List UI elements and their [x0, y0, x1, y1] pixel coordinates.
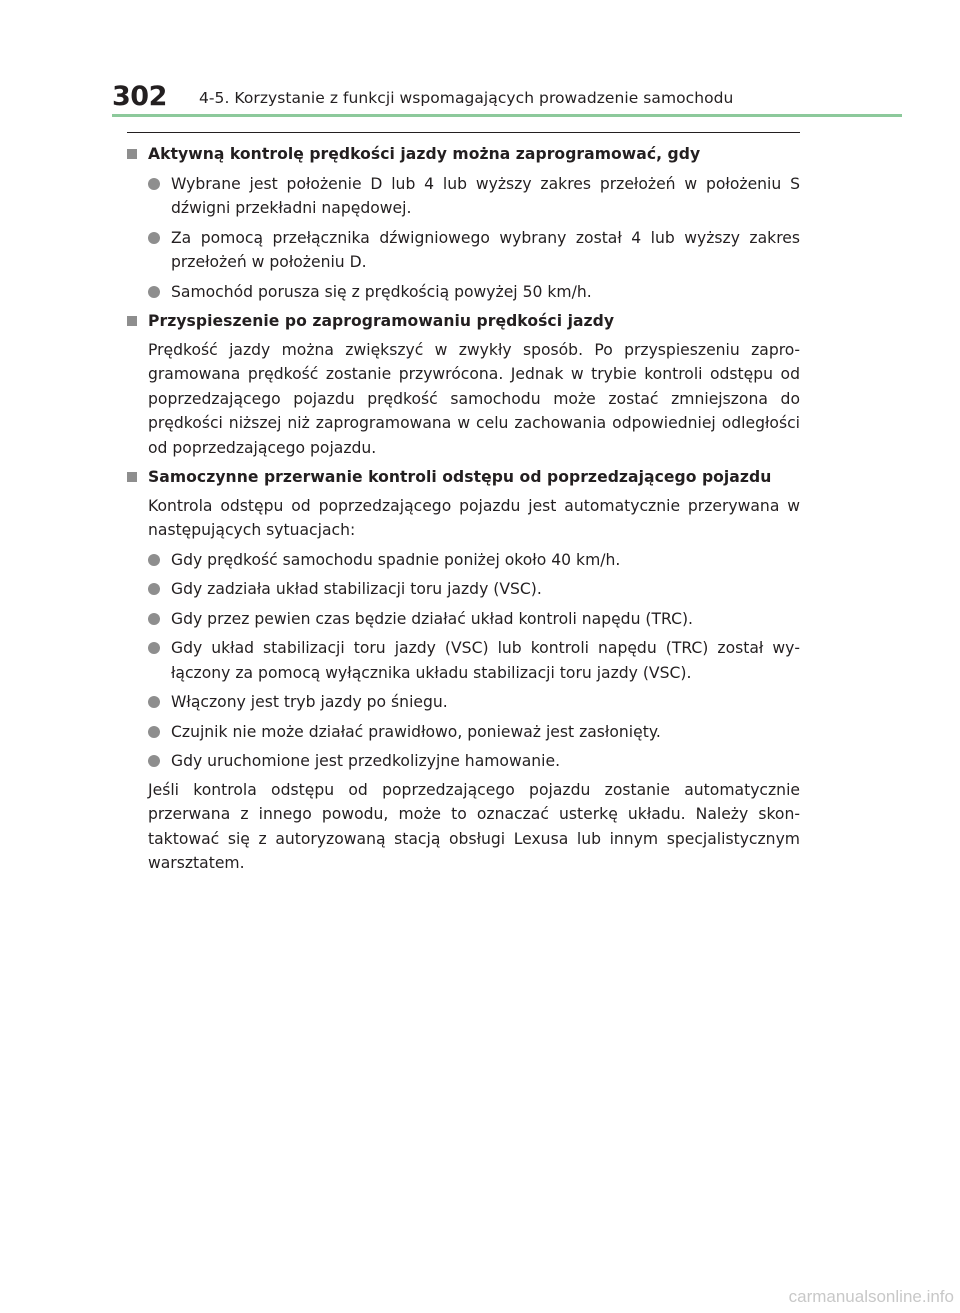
square-bullet-icon [127, 149, 137, 159]
square-bullet-icon [127, 472, 137, 482]
section-heading-text: Aktywną kontrolę prędkości jazdy można zaprogramować, gdy [148, 145, 701, 163]
paragraph: Kontrola odstępu od poprzedzającego pojazdu jest automatycznie przerywana w następujących sytuacjach: [148, 496, 800, 539]
paragraph: Jeśli kontrola odstępu od poprzedzającego pojazdu zostanie automatycznie przerwana z innego powodu, może to oznaczać usterkę układu. Należy skontaktować się z autoryzowaną stacją obsługi Lexusa lub innym specjalistycznym warsztatem. [148, 780, 800, 872]
list-item: Gdy układ stabilizacji toru jazdy (VSC) lub kontroli napędu (TRC) został wyłączony za pomocą wyłącznika układu stabilizacji toru jazdy (VSC). [127, 636, 800, 685]
circle-bullet-icon [148, 286, 160, 298]
section-heading-text: Przyspieszenie po zaprogramowaniu prędkości jazdy [148, 312, 615, 330]
circle-bullet-icon [148, 642, 160, 654]
square-bullet-icon [127, 316, 137, 326]
circle-bullet-icon [148, 232, 160, 244]
header-divider [112, 114, 902, 117]
circle-bullet-icon [148, 696, 160, 708]
list-item: Za pomocą przełącznika dźwigniowego wybrany został 4 lub wyższy zakres przełożeń w położeniu D. [127, 226, 800, 275]
list-item: Czujnik nie może działać prawidłowo, ponieważ jest zasłonięty. [127, 720, 800, 745]
section-heading-text: Samoczynne przerwanie kontroli odstępu od poprzedzającego pojazdu [148, 468, 772, 486]
list-item: Gdy przez pewien czas będzie działać układ kontroli napędu (TRC). [127, 607, 800, 632]
list-item: Gdy zadziała układ stabilizacji toru jazdy (VSC). [127, 577, 800, 602]
list-item: Wybrane jest położenie D lub 4 lub wyższy zakres przełożeń w położeniu S dźwigni przekładni napędowej. [127, 172, 800, 221]
circle-bullet-icon [148, 726, 160, 738]
circle-bullet-icon [148, 755, 160, 767]
list-item: Włączony jest tryb jazdy po śniegu. [127, 690, 800, 715]
circle-bullet-icon [148, 554, 160, 566]
section-heading [127, 142, 800, 167]
page-content [127, 142, 800, 876]
circle-bullet-icon [148, 613, 160, 625]
circle-bullet-icon [148, 583, 160, 595]
watermark: carmanualsonline.info [788, 1287, 954, 1306]
circle-bullet-icon [148, 178, 160, 190]
list-item: Gdy uruchomione jest przedkolizyjne hamowanie. [127, 749, 800, 774]
list-item: Samochód porusza się z prędkością powyżej 50 km/h. [127, 280, 800, 305]
chapter-title: 4-5. Korzystanie z funkcji wspomagających prowadzenie samochodu [199, 89, 734, 107]
section-heading [127, 465, 800, 490]
page-header [112, 80, 902, 114]
paragraph: Prędkość jazdy można zwiększyć w zwykły sposób. Po przyspieszeniu zaprogramowana prędkość zostanie przywrócona. Jednak w trybie kontroli odstępu od poprzedzającego pojazdu prędkość samochodu może zostać zmniejszona do prędkości niższej niż zaprogramowana w celu zachowania odpowiedniej odległości od poprzedzającego pojazdu. [148, 340, 800, 457]
section-heading [127, 309, 800, 334]
content-divider [127, 132, 800, 133]
page-number: 302 [112, 81, 167, 112]
list-item: Gdy prędkość samochodu spadnie poniżej około 40 km/h. [127, 548, 800, 573]
